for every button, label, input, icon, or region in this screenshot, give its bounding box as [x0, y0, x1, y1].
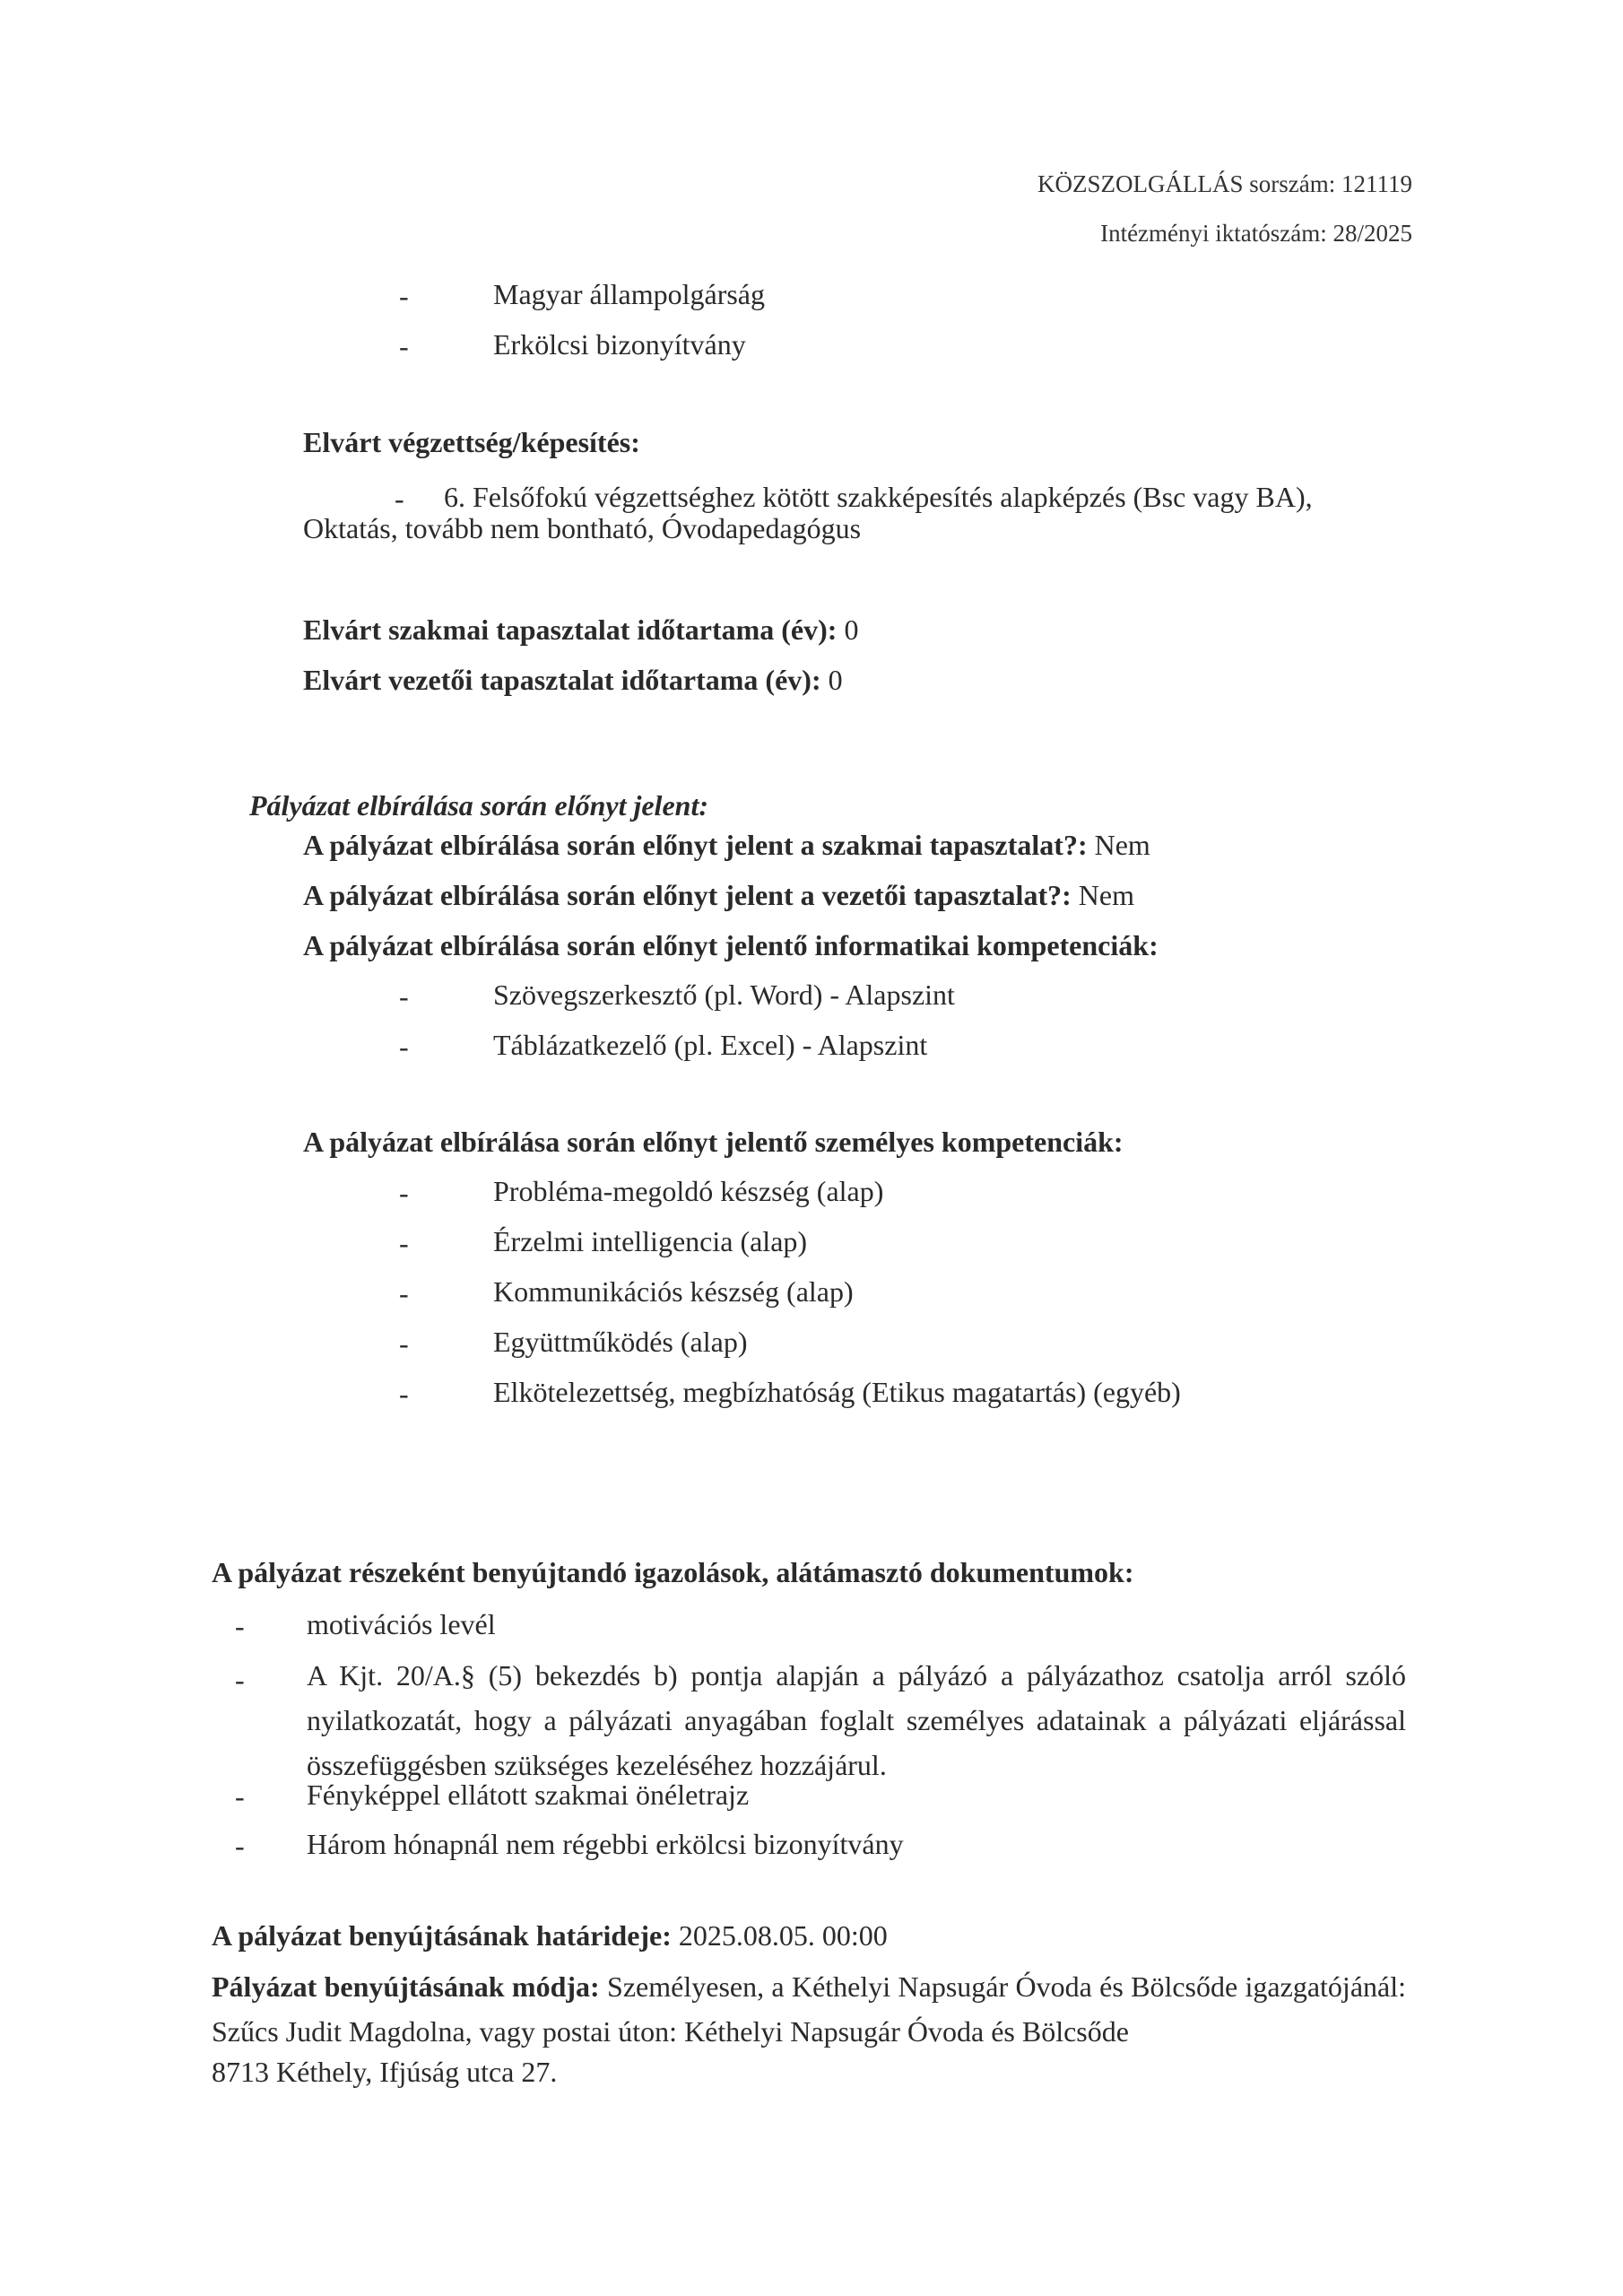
- advantage-professional-label: A pályázat elbírálása során előnyt jelent a szakmai tapasztalat?:: [303, 829, 1088, 861]
- education-requirement-line1: 6. Felsőfokú végzettséghez kötött szakképesítés alapképzés (Bsc vagy BA),: [444, 481, 1313, 513]
- advantage-professional-value: Nem: [1094, 829, 1150, 861]
- bullet-dash: -: [235, 1830, 245, 1862]
- public-service-serial-number: KÖZSZOLGÁLLÁS sorszám: 121119: [1037, 170, 1412, 197]
- deadline-value: 2025.08.05. 00:00: [678, 1919, 888, 1952]
- management-experience-label: Elvárt vezetői tapasztalat időtartama (év):: [303, 664, 821, 696]
- requirement-item: Erkölcsi bizonyítvány: [493, 328, 746, 361]
- submission-method-value: Személyesen, a Kéthelyi Napsugár Óvoda és Bölcsőde igazgatójánál: Szűcs Judit Magdolna, vagy postai úton: Kéthelyi Napsugár Óvoda és Bölcsőde: [212, 1970, 1407, 2048]
- it-competencies-heading: A pályázat elbírálása során előnyt jelentő informatikai kompetenciák:: [303, 929, 1159, 961]
- document-item: Három hónapnál nem régebbi erkölcsi bizonyítvány: [307, 1828, 904, 1860]
- management-experience-value: 0: [828, 664, 843, 696]
- education-requirement-line2: Oktatás, tovább nem bontható, Óvodapedagógus: [303, 512, 862, 544]
- personal-competency-item: Érzelmi intelligencia (alap): [493, 1225, 808, 1257]
- personal-competency-item: Együttműködés (alap): [493, 1326, 748, 1358]
- it-competency-item: Szövegszerkesztő (pl. Word) - Alapszint: [493, 978, 955, 1011]
- bullet-dash: -: [399, 280, 409, 312]
- professional-experience-value: 0: [844, 613, 859, 646]
- personal-competencies-heading: A pályázat elbírálása során előnyt jelentő személyes kompetenciák:: [303, 1126, 1124, 1158]
- documents-heading: A pályázat részeként benyújtandó igazolások, alátámasztó dokumentumok:: [212, 1556, 1134, 1588]
- professional-experience-row: [303, 613, 858, 647]
- advantage-management-row: [303, 879, 1134, 912]
- bullet-dash: -: [235, 1780, 245, 1813]
- advantage-management-value: Nem: [1078, 879, 1134, 911]
- submission-method: [212, 1964, 1406, 2054]
- document-item: motivációs levél: [307, 1608, 496, 1640]
- submission-address: 8713 Kéthely, Ifjúság utca 27.: [212, 2056, 558, 2088]
- bullet-dash: -: [395, 483, 404, 515]
- bullet-dash: -: [399, 980, 409, 1013]
- institution-registry-number: Intézményi iktatószám: 28/2025: [1100, 220, 1412, 247]
- bullet-dash: -: [399, 1177, 409, 1209]
- deadline-label: A pályázat benyújtásának határideje:: [212, 1919, 672, 1952]
- it-competency-item: Táblázatkezelő (pl. Excel) - Alapszint: [493, 1029, 928, 1061]
- requirement-item: Magyar állampolgárság: [493, 278, 765, 310]
- deadline-row: [212, 1919, 888, 1952]
- personal-competency-item: Probléma-megoldó készség (alap): [493, 1175, 884, 1207]
- bullet-dash: -: [399, 1327, 409, 1360]
- bullet-dash: -: [235, 1664, 245, 1696]
- management-experience-row: [303, 664, 843, 697]
- bullet-dash: -: [399, 1277, 409, 1309]
- bullet-dash: -: [235, 1610, 245, 1642]
- advantage-professional-row: [303, 829, 1150, 862]
- document-item: A Kjt. 20/A.§ (5) bekezdés b) pontja alapján a pályázó a pályázathoz csatolja arról szóló nyilatkozatát, hogy a pályázati anyagában foglalt személyes adatainak a pályázati eljárással összefüggésben szükséges kezeléséhez hozzájárul.: [307, 1659, 1406, 1781]
- bullet-dash: -: [399, 1031, 409, 1063]
- advantage-management-label: A pályázat elbírálása során előnyt jelent a vezetői tapasztalat?:: [303, 879, 1072, 911]
- personal-competency-item: Elkötelezettség, megbízhatóság (Etikus magatartás) (egyéb): [493, 1376, 1181, 1408]
- education-heading: Elvárt végzettség/képesítés:: [303, 426, 640, 458]
- personal-competency-item: Kommunikációs készség (alap): [493, 1275, 854, 1308]
- bullet-dash: -: [399, 1227, 409, 1259]
- bullet-dash: -: [399, 330, 409, 362]
- professional-experience-label: Elvárt szakmai tapasztalat időtartama (év):: [303, 613, 838, 646]
- advantages-heading: Pályázat elbírálása során előnyt jelent:: [249, 789, 708, 822]
- submission-method-label: Pályázat benyújtásának módja:: [212, 1970, 600, 2003]
- document-item: Fényképpel ellátott szakmai önéletrajz: [307, 1779, 750, 1811]
- bullet-dash: -: [399, 1378, 409, 1410]
